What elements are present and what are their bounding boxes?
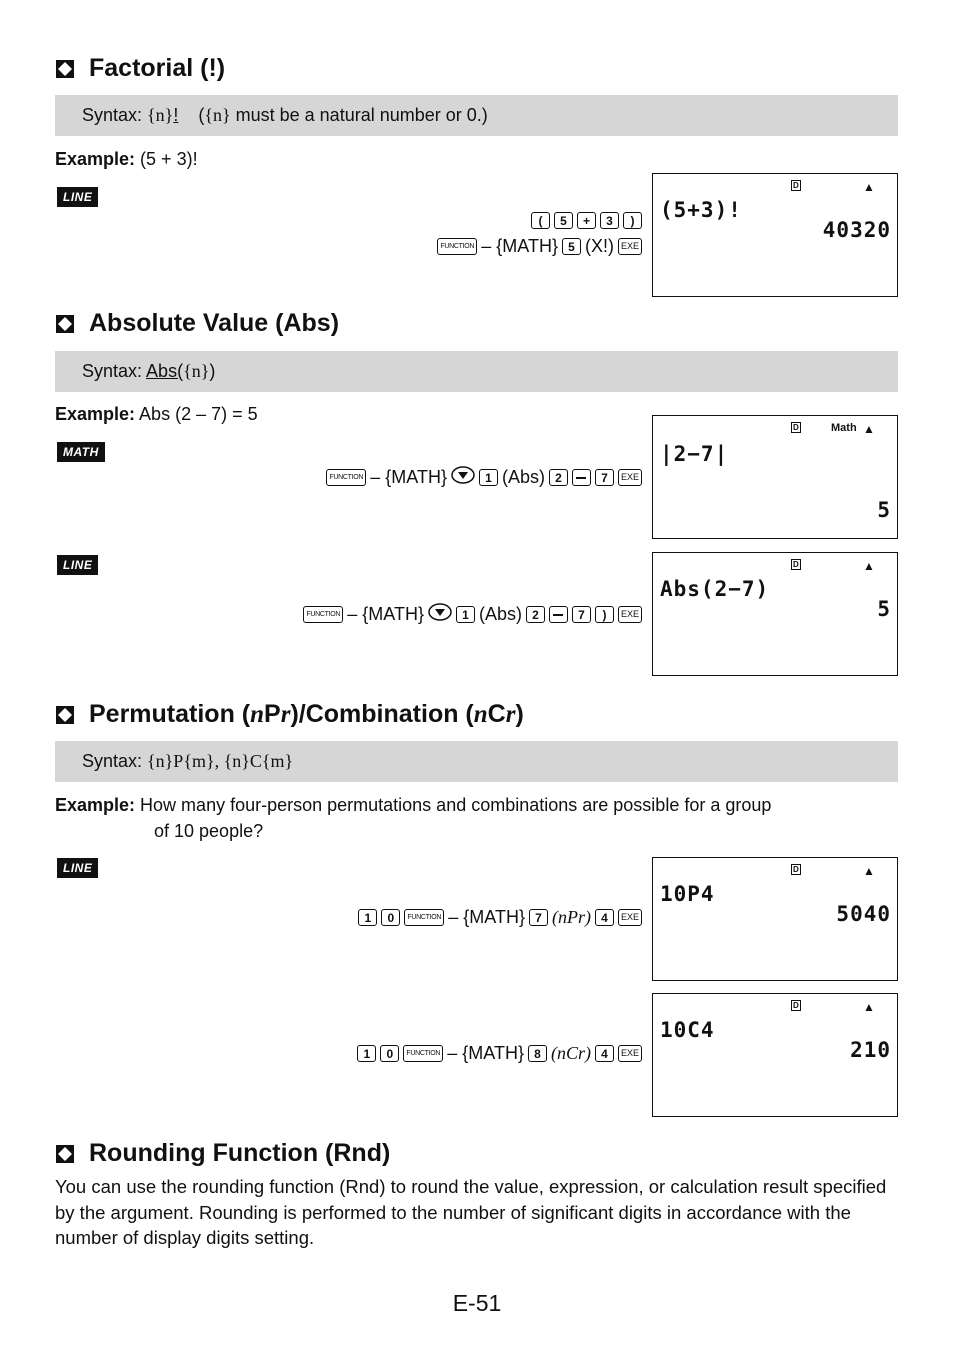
key-1: 1 — [479, 469, 498, 486]
heading-text: Rounding Function (Rnd) — [89, 1139, 391, 1167]
up-arrow-icon: ▲ — [863, 422, 875, 436]
key-function: FUNCTION — [326, 469, 366, 486]
diamond-icon — [55, 314, 75, 334]
calculator-screen-abs-line — [652, 552, 898, 676]
degree-indicator: D — [793, 560, 799, 569]
diamond-icon — [55, 705, 75, 725]
screen-expression: |2−7| — [660, 442, 729, 466]
screen-expression: 10P4 — [660, 882, 715, 906]
function-label: (nCr) — [550, 1043, 591, 1063]
rounding-description: You can use the rounding function (Rnd) to round the value, expression, or calculation result specified by the argument. Rounding is performed to the number of significant digits in accordance with the number of display digits setting. — [55, 1176, 887, 1248]
heading-r: r — [280, 700, 291, 728]
heading-absolute-value — [55, 309, 339, 338]
key-7: 7 — [529, 909, 548, 926]
cursor-down-icon — [451, 466, 475, 489]
key-sequence-factorial-row1 — [531, 212, 642, 229]
calculator-screen-factorial — [652, 173, 898, 297]
key-4: 4 — [595, 1045, 614, 1062]
screen-result: 5 — [877, 597, 891, 621]
key-5: 5 — [554, 212, 573, 229]
key-exe: EXE — [618, 469, 642, 486]
syntax-label: Syntax: — [82, 361, 147, 381]
up-arrow-icon: ▲ — [863, 180, 875, 194]
key-1: 1 — [456, 606, 475, 623]
degree-indicator: D — [793, 423, 799, 432]
key-exe: EXE — [618, 909, 642, 926]
screen-result: 5 — [877, 498, 891, 522]
menu-math-text: – {MATH} — [347, 604, 424, 624]
key-4: 4 — [595, 909, 614, 926]
key-sequence-permutation — [358, 907, 642, 928]
key-plus: + — [577, 212, 596, 229]
screen-result: 5040 — [836, 902, 891, 926]
diamond-icon — [55, 1144, 75, 1164]
mode-badge-line: LINE — [57, 187, 98, 207]
up-arrow-icon: ▲ — [863, 864, 875, 878]
menu-math-text: – {MATH} — [481, 236, 558, 256]
key-sequence-factorial-row2 — [437, 236, 642, 257]
calculator-screen-abs-math — [652, 415, 898, 539]
diamond-icon — [55, 59, 75, 79]
key-sequence-abs-math — [326, 466, 642, 489]
syntax-label: Syntax: — [82, 751, 148, 771]
key-exe: EXE — [618, 238, 642, 255]
calculator-screen-permutation — [652, 857, 898, 981]
heading-text: Absolute Value (Abs) — [89, 309, 340, 337]
example-perm — [55, 792, 905, 844]
up-arrow-icon: ▲ — [863, 559, 875, 573]
key-close-paren: ) — [595, 606, 614, 623]
example-text-2: of 10 people? — [154, 821, 264, 841]
syntax-box-perm — [55, 741, 898, 782]
key-function: FUNCTION — [404, 909, 444, 926]
function-label: (nPr) — [551, 907, 591, 927]
key-sequence-combination — [357, 1043, 642, 1064]
syntax-exclamation: ! — [173, 105, 179, 125]
heading-n: n — [473, 700, 488, 728]
menu-math-text: – {MATH} — [447, 1043, 524, 1063]
key-function: FUNCTION — [437, 238, 477, 255]
example-label: Example: — [55, 795, 136, 815]
screen-expression: Abs(2−7) — [660, 577, 770, 601]
function-label: (Abs) — [478, 604, 522, 624]
syntax-box-factorial — [55, 95, 898, 136]
example-text: (5 + 3)! — [135, 149, 198, 169]
screen-expression: 10C4 — [660, 1018, 715, 1042]
syntax-box-abs — [55, 351, 898, 392]
screen-result: 210 — [850, 1038, 891, 1062]
syntax-note: must be a natural number or 0.) — [230, 105, 488, 125]
key-8: 8 — [528, 1045, 547, 1062]
degree-indicator: D — [793, 1001, 799, 1010]
example-label: Example: — [55, 404, 136, 424]
key-5: 5 — [562, 238, 581, 255]
heading-factorial — [55, 54, 225, 83]
syntax-text: {n}P{m}, {n}C{m} — [147, 751, 294, 771]
key-sequence-abs-line — [303, 603, 642, 626]
syntax-note-n: {n} — [204, 105, 231, 125]
key-1: 1 — [357, 1045, 376, 1062]
key-exe: EXE — [618, 1045, 642, 1062]
key-close-paren: ) — [623, 212, 642, 229]
math-indicator: Math — [831, 422, 857, 434]
heading-p: P — [264, 700, 281, 728]
syntax-function: Abs( — [146, 361, 184, 381]
key-exe: EXE — [618, 606, 642, 623]
heading-permutation-combination — [55, 700, 524, 729]
minus-key-icon — [572, 469, 591, 486]
page-number: E-51 — [452, 1290, 502, 1316]
syntax-close: ) — [209, 361, 216, 381]
key-1: 1 — [358, 909, 377, 926]
key-7: 7 — [572, 606, 591, 623]
screen-expression: (5+3)! — [660, 198, 742, 222]
minus-key-icon — [549, 606, 568, 623]
function-label: (Abs) — [501, 467, 545, 487]
syntax-note-open: ( — [198, 105, 205, 125]
mode-badge-math: MATH — [57, 442, 105, 462]
calculator-screen-combination — [652, 993, 898, 1117]
heading-rounding-function — [55, 1139, 390, 1168]
degree-indicator: D — [793, 181, 799, 190]
key-0: 0 — [380, 1045, 399, 1062]
heading-text: Factorial (!) — [89, 54, 226, 82]
heading-text-b: )/Combination ( — [290, 700, 474, 728]
up-arrow-icon: ▲ — [863, 1000, 875, 1014]
heading-c: C — [487, 700, 506, 728]
key-2: 2 — [526, 606, 545, 623]
syntax-n: {n} — [183, 361, 210, 381]
mode-badge-line: LINE — [57, 555, 98, 575]
example-text: Abs (2 – 7) = 5 — [135, 404, 258, 424]
example-label: Example: — [55, 149, 136, 169]
key-3: 3 — [600, 212, 619, 229]
function-label: (X!) — [584, 236, 614, 256]
screen-result: 40320 — [822, 218, 891, 242]
key-function: FUNCTION — [403, 1045, 443, 1062]
key-7: 7 — [595, 469, 614, 486]
example-abs — [55, 401, 258, 427]
key-2: 2 — [549, 469, 568, 486]
heading-n: n — [250, 700, 265, 728]
key-open-paren: ( — [531, 212, 550, 229]
cursor-down-icon — [428, 603, 452, 626]
syntax-n: {n} — [147, 105, 174, 125]
key-0: 0 — [381, 909, 400, 926]
syntax-label: Syntax: — [82, 105, 148, 125]
key-function: FUNCTION — [303, 606, 343, 623]
example-text: How many four-person permutations and combinations are possible for a group — [135, 795, 772, 815]
heading-text: Permutation ( — [89, 700, 251, 728]
example-factorial — [55, 146, 198, 172]
heading-close: ) — [515, 700, 524, 728]
heading-r: r — [505, 700, 516, 728]
menu-math-text: – {MATH} — [370, 467, 447, 487]
menu-math-text: – {MATH} — [448, 907, 525, 927]
degree-indicator: D — [793, 865, 799, 874]
mode-badge-line: LINE — [57, 858, 98, 878]
